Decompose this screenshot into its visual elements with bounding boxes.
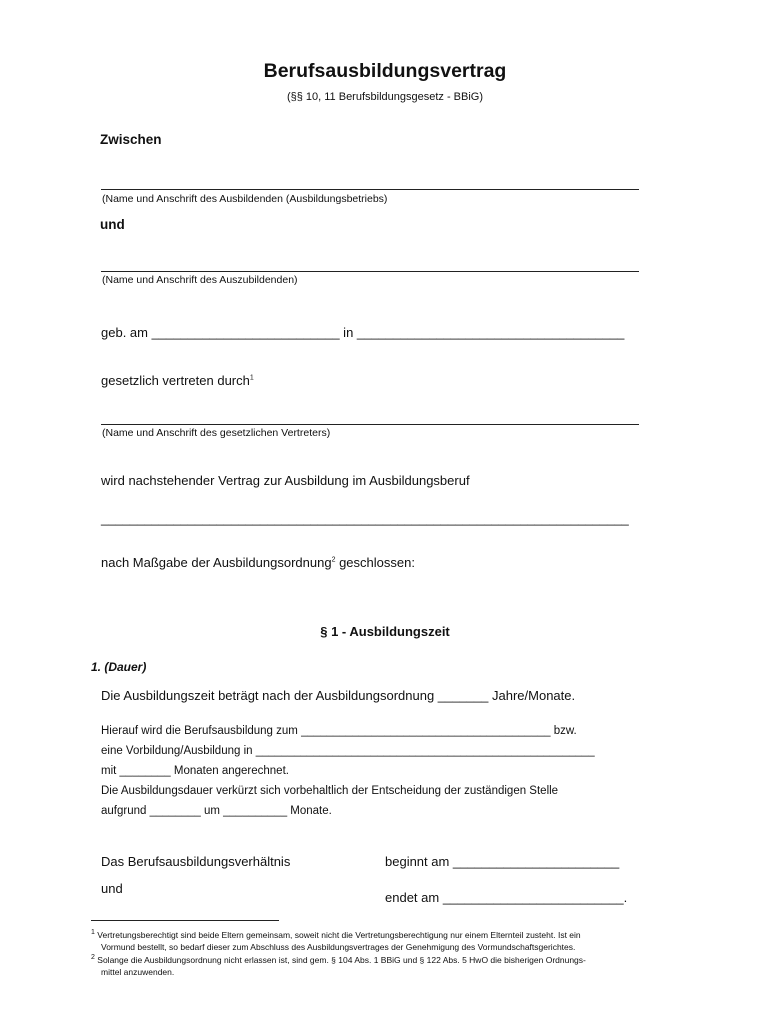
trainer-line[interactable] [101,189,639,190]
footnote-2-line-1: Solange die Ausbildungsordnung nicht erlassen ist, sind gem. § 104 Abs. 1 BBiG und § 122 Abs. 5 HwO die bisherigen Ordnungs- [97,954,586,965]
credit-line-3: mit ________ Monaten angerechnet. [101,765,289,777]
contract-intro: wird nachstehender Vertrag zur Ausbildung im Ausbildungsberuf [101,473,470,488]
footnote-2-line-2: mittel anzuwenden. [101,966,175,977]
trainee-caption: (Name und Anschrift des Auszubildenden) [102,274,298,286]
footnote-1-line-2: Vormund bestellt, so bedarf dieser zum Abschluss des Ausbildungsvertrages der Genehmigung des Vormundschaftsgerichtes. [101,941,576,952]
legal-rep-text: gesetzlich vertreten durch [101,373,250,388]
birth-line[interactable]: geb. am __________________________ in _____________________________________ [101,325,625,340]
footnote-2-mark: 2 [91,954,95,961]
document-title: Berufsausbildungsvertrag [263,60,507,82]
duration-text: Die Ausbildungszeit beträgt nach der Ausbildungsordnung _______ Jahre/Monate. [101,688,576,703]
and-label-2: und [101,881,123,896]
and-label: und [100,217,125,232]
between-label: Zwischen [100,132,162,147]
legal-rep-caption: (Name und Anschrift des gesetzlichen Vertreters) [102,427,331,439]
profession-line[interactable]: _________________________________________________________________________ [101,511,629,526]
concluded-pre: nach Maßgabe der Ausbildungsordnung [101,555,332,570]
credit-line-2: eine Vorbildung/Ausbildung in _____________________________________________________ [101,745,595,757]
credit-line-5: aufgrund ________ um __________ Monate. [101,805,332,817]
concluded-text [101,555,415,570]
begins-field[interactable]: beginnt am _______________________ [385,854,620,869]
legal-rep-line[interactable] [101,424,639,425]
document-subtitle: (§§ 10, 11 Berufsbildungsgesetz - BBiG) [286,91,484,103]
footnote-ref-1: 1 [249,374,254,382]
footnote-2 [91,952,586,978]
footnote-1-line-1: Vertretungsberechtigt sind beide Eltern gemeinsam, soweit nicht die Vertretungsberechtigung nur einem Elternteil zusteht. Ist ein [97,929,581,940]
footnote-1-mark: 1 [91,929,95,936]
credit-line-4: Die Ausbildungsdauer verkürzt sich vorbehaltlich der Entscheidung der zuständigen Stelle [101,785,559,797]
section-1-heading: § 1 - Ausbildungszeit [320,624,450,639]
legal-rep-label [101,373,254,388]
footnote-ref-2: 2 [331,556,336,564]
relationship-label: Das Berufsausbildungsverhältnis [101,854,291,869]
credit-line-1: Hierauf wird die Berufsausbildung zum _______________________________________ bzw. [101,725,577,737]
ends-field[interactable]: endet am _________________________. [385,890,628,905]
footnote-separator [91,920,279,921]
footnote-1 [91,927,581,953]
trainer-caption: (Name und Anschrift des Ausbildenden (Ausbildungsbetriebs) [102,193,388,205]
trainee-line[interactable] [101,271,639,272]
concluded-post: geschlossen: [335,555,415,570]
duration-subheading: 1. (Dauer) [91,660,147,674]
